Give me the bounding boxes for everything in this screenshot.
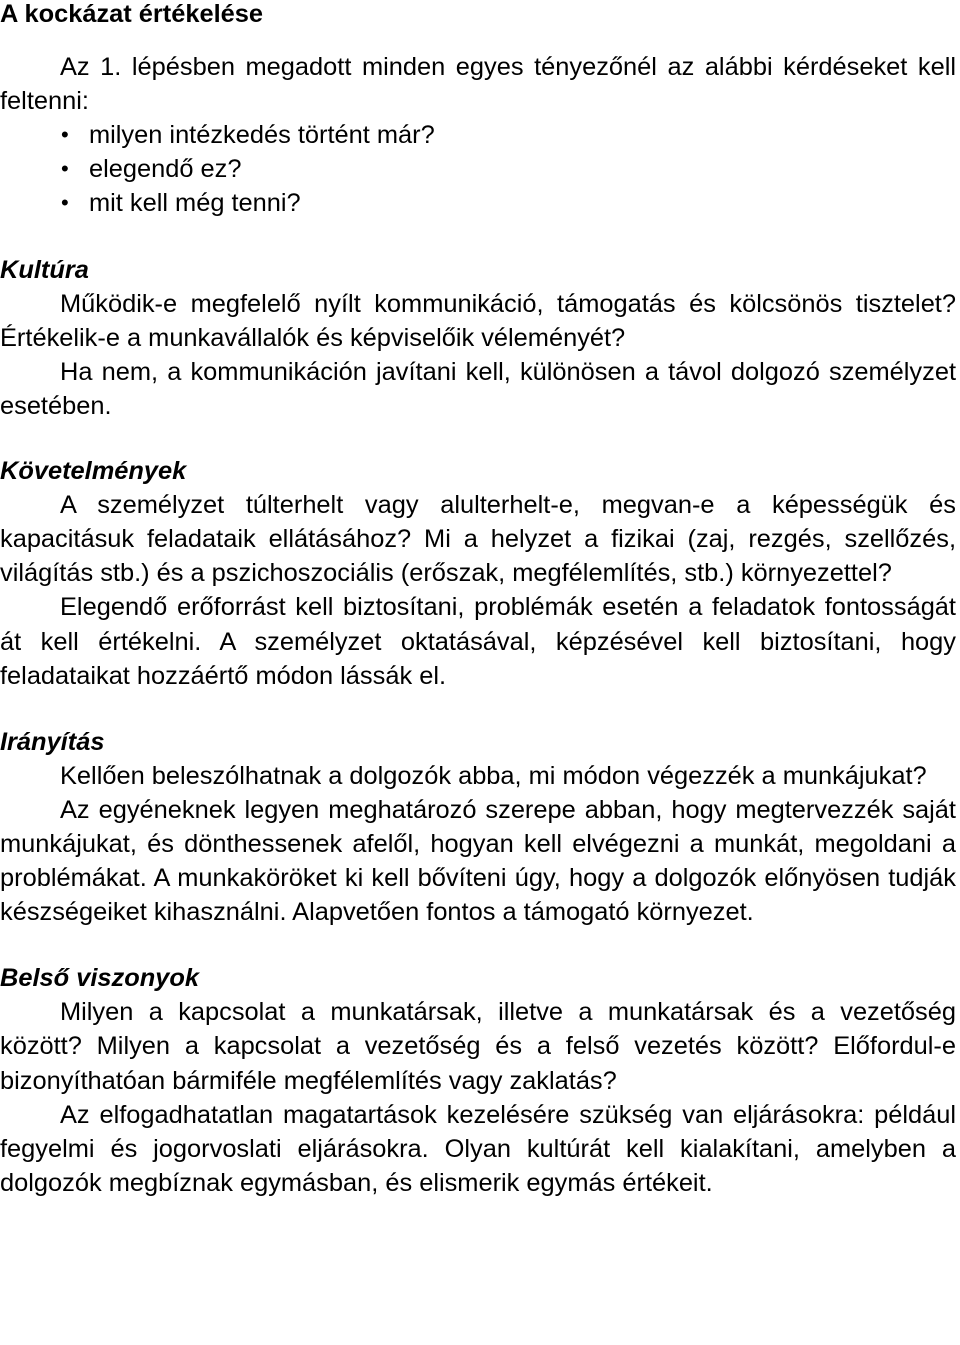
bullet-icon: • [61,190,69,216]
section-heading-belso-viszonyok: Belső viszonyok [0,964,199,993]
section-paragraph: A személyzet túlterhelt vagy alulterhelt-e, megvan-e a képességük és kapacitásuk feladataik ellátásához? Mi a helyzet a fizikai (zaj, rezgés, szellőzés, világítás stb.) és a pszichoszociális (erőszak, megfélemlítés, stb.) környezettel? [0,491,956,588]
section-paragraph: Működik-e megfelelő nyílt kommunikáció, támogatás és kölcsönös tisztelet? Értékelik-e a munkavállalók és képviselőik véleményét? [0,289,956,352]
question-list [0,118,956,220]
bullet-icon: • [61,122,69,148]
section-paragraph: Elegendő erőforrást kell biztosítani, problémák esetén a feladatok fontosságát át kell értékelni. A személyzet oktatásával, képzésével kell biztosítani, hogy feladataikat hozzáértő módon lássák el. [0,593,956,690]
section-paragraph: Ha nem, a kommunikáción javítani kell, különösen a távol dolgozó személyzet esetében. [0,357,956,420]
list-item [0,118,956,152]
section-paragraph: Milyen a kapcsolat a munkatársak, illetve a munkatársak és a vezetőség között? Milyen a kapcsolat a vezetőség és a felső vezetés között? Előfordul-e bizonyíthatóan bármiféle megfélemlítés vagy zaklatás? [0,998,956,1095]
list-item-text: elegendő ez? [89,155,242,184]
list-item [0,186,956,220]
list-item-text: milyen intézkedés történt már? [89,121,435,150]
list-item [0,152,956,186]
section-heading-kovetelmenyek: Követelmények [0,457,187,486]
page-title: A kockázat értékelése [0,0,264,28]
section-paragraph: Az egyéneknek legyen meghatározó szerepe abban, hogy megtervezzék saját munkájukat, és dönthessenek afelől, hogyan kell elvégezni a munkát, megoldani a problémákat. A munkaköröket ki kell bővíteni úgy, hogy a dolgozók előnyösen tudják készségeiket kihasználni. Alapvetően fontos a támogató környezet. [0,795,956,927]
section-paragraph: Kellően beleszólhatnak a dolgozók abba, mi módon végezzék a munkájukat? [60,761,927,790]
intro-paragraph: Az 1. lépésben megadott minden egyes tényezőnél az alábbi kérdéseket kell feltenni: [0,53,956,116]
section-paragraph: Az elfogadhatatlan magatartások kezelésére szükség van eljárásokra: például fegyelmi és jogorvoslati eljárásokra. Olyan kultúrát kell kialakítani, amelyben a dolgozók megbíznak egymásban, és elismerik egymás értékeit. [0,1100,956,1197]
section-heading-iranyitas: Irányítás [0,727,105,756]
section-heading-kultura: Kultúra [0,255,89,284]
bullet-icon: • [61,156,69,182]
list-item-text: mit kell még tenni? [89,189,301,218]
